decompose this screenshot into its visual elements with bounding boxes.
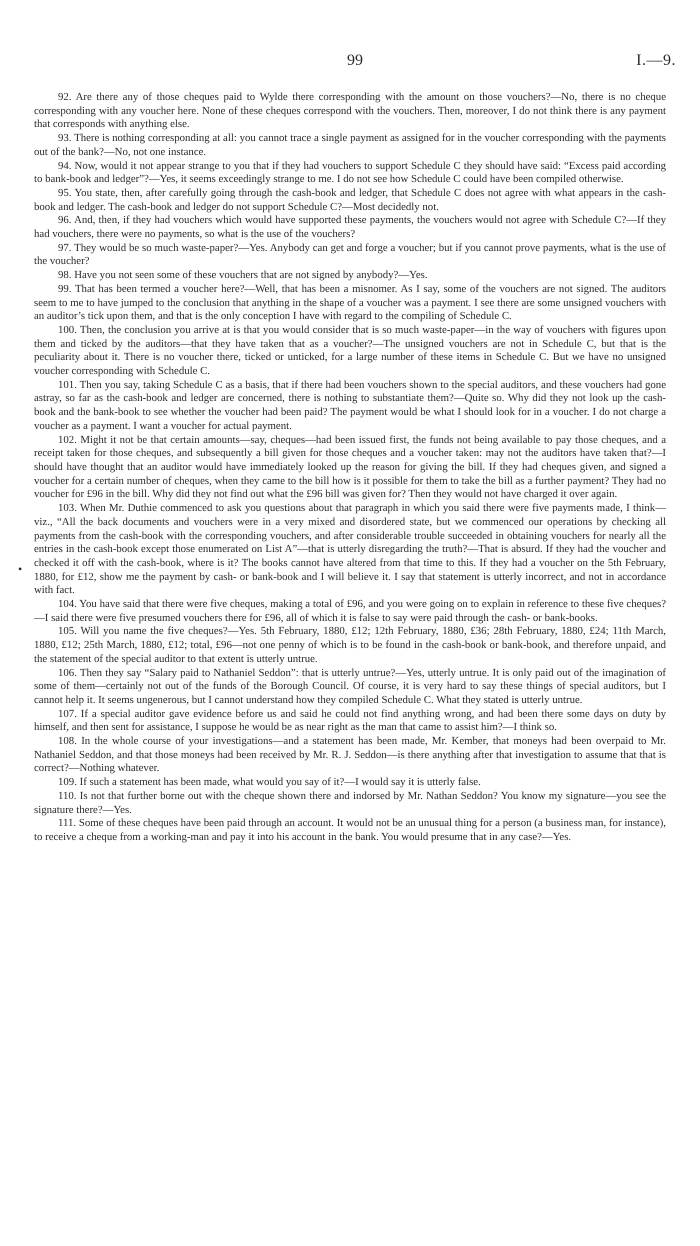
paragraph-101: 101. Then you say, taking Schedule C as a basis, that if there had been vouchers shown to the special auditors, and these vouchers had gone astray, so far as the cash-book and ledger are concerned, there is nothing to substantiate them?—Quite so. Why did they not look up the cash-book and the bank-book to see whether the voucher had been paid? The payment would be what I should look for in a voucher. I do not charge a voucher as a payment. I want a voucher for actual payment. <box>34 378 666 432</box>
margin-mark: • <box>18 562 23 576</box>
paragraph-93: 93. There is nothing corresponding at all: you cannot trace a single payment as assigned for in the voucher corresponding with the payments out of the bank?—No, not one instance. <box>34 132 666 158</box>
paragraph-99: 99. That has been termed a voucher here?—Well, that has been a misnomer. As I say, some of the vouchers are not signed. The auditors seem to me to have jumped to the conclusion that anything in the shape of a voucher was a payment. I see there are some unsigned vouchers with an auditor’s tick upon them, and that is the only conception I have with regard to the compiling of Schedule C. <box>34 282 666 323</box>
page-header <box>34 52 676 74</box>
paragraph-105: 105. Will you name the five cheques?—Yes. 5th February, 1880, £12; 12th February, 1880, £36; 28th February, 1880, £24; 11th March, 1880, £12; 25th March, 1880, £12; total, £96—not one penny of which is to be found in the cash-book or bank-book, and therefore unpaid, and the statement of the special auditor to that extent is utterly untrue. <box>34 625 666 665</box>
paragraph-110: 110. Is not that further borne out with the cheque shown there and indorsed by Mr. Nathan Seddon? You know my signature—you see the signature there?—Yes. <box>34 789 666 816</box>
evidence-text <box>34 91 666 845</box>
paragraph-100: 100. Then, the conclusion you arrive at is that you would consider that is so much waste-paper—in the way of vouchers with figures upon them and ticked by the auditors—that they have taken that as a voucher?—The unsigned vouchers are not in Schedule C, but that is the peculiarity about it. There is no voucher there, ticked or unticked, for a large number of these items in Schedule C. But we have no unsigned voucher corresponding with Schedule C. <box>34 323 666 378</box>
paragraph-108: 108. In the whole course of your investigations—and a statement has been made, Mr. Kember, that moneys had been overpaid to Mr. Nathaniel Seddon, and that those moneys had been received by Mr. R. J. Seddon—is there anything after that investigation to assume that that is correct?—Nothing whatever. <box>34 735 666 775</box>
paragraph-109: 109. If such a statement has been made, what would you say of it?—I would say it is utterly false. <box>58 776 481 789</box>
paragraph-98: 98. Have you not seen some of these vouchers that are not signed by anybody?—Yes. <box>58 269 428 282</box>
paragraph-107: 107. If a special auditor gave evidence before us and said he could not find anything wrong, and had been there some days on duty by himself, and then sent for assistance, I suppose he would be as near right as the man that came to assist him?—I think so. <box>34 707 666 734</box>
paragraph-92: 92. Are there any of those cheques paid to Wylde there corresponding with the amount on those vouchers?—No, there is no cheque corresponding with any voucher here. None of these cheques correspond with the vouchers. Then, moreover, I do not think there is any payment that corresponds with anything else. <box>34 91 666 131</box>
page-number: 99 <box>347 52 363 69</box>
paragraph-96: 96. And, then, if they had vouchers which would have supported these payments, the vouchers would not agree with Schedule C?—If they had vouchers, there were no payments, so what is the use of the vouchers? <box>34 214 666 241</box>
paragraph-95: 95. You state, then, after carefully going through the cash-book and ledger, that Schedule C does not agree with what appears in the cash-book and ledger. The cash-book and ledger do not support Schedule C?—Most decidedly not. <box>34 186 666 213</box>
paragraph-97: 97. They would be so much waste-paper?—Yes. Anybody can get and forge a voucher; but if you cannot prove payments, what is the use of the voucher? <box>34 241 666 268</box>
paragraph-94: 94. Now, would it not appear strange to you that if they had vouchers to support Schedule C they should have said: “Excess paid according to bank-book and ledger”?—Yes, it seems exceedingly strange to me. I do not see how Schedule C could have been compiled otherwise. <box>34 159 666 186</box>
paragraph-104: 104. You have said that there were five cheques, making a total of £96, and you were going on to explain in reference to these five cheques?—I said there were five presumed vouchers there for £96, all of which it is false to say were paid through the cash- or bank-books. <box>34 598 666 624</box>
series-reference: I.—9. <box>636 52 676 69</box>
paragraph-102: 102. Might it not be that certain amounts—say, cheques—had been issued first, the funds not being available to pay those cheques, and a receipt taken for those cheques, and subsequently a bill given for those cheques and a voucher taken: may not the auditors have taken that?—I should have thought that an auditor would have immediately looked up the reason for giving the bill. If they had cheques given, and signed a voucher for a certain number of cheques, when they came to the bill how is it possible for them to take the bill as a further payment? They had no voucher for £96 in the bill. Why did they not find out what the £96 bill was given for? Then they would not have charged it over again. <box>34 433 666 501</box>
paragraph-103: 103. When Mr. Duthie commenced to ask you questions about that paragraph in which you said there were five payments made, I think—viz., “All the back documents and vouchers were in a very mixed and disordered state, but we commenced our operations by checking all payments from the cash-book with the corresponding vouchers, and after considerable trouble succeeded in obtaining vouchers for nearly all the entries in the cash-book except those enumerated on List A”—that is utterly disregarding the truth?—That is absurd. If they had the voucher and checked it off with the cash-book, where is it? The books cannot have altered from that time to this. If they had a voucher on the 5th February, 1880, for £12, show me the payment by cash- or bank-book and I will believe it. I say that statement is utterly incorrect, and not in accordance with fact. <box>34 502 666 597</box>
paragraph-111: 111. Some of these cheques have been paid through an account. It would not be an unusual thing for a person (a business man, for instance), to receive a cheque from a working-man and pay it into his account in the bank. You would presume that in any case?—Yes. <box>34 817 666 843</box>
paragraph-106: 106. Then they say “Salary paid to Nathaniel Seddon”: that is utterly untrue?—Yes, utterly untrue. It is only paid out of the imagination of some of them—certainly not out of the funds of the Borough Council. Of course, it is very hard to say these things of special auditors, but I cannot help it. It seems ungenerous, but I cannot understand how they compiled Schedule C. What they stated is utterly untrue. <box>34 666 666 706</box>
